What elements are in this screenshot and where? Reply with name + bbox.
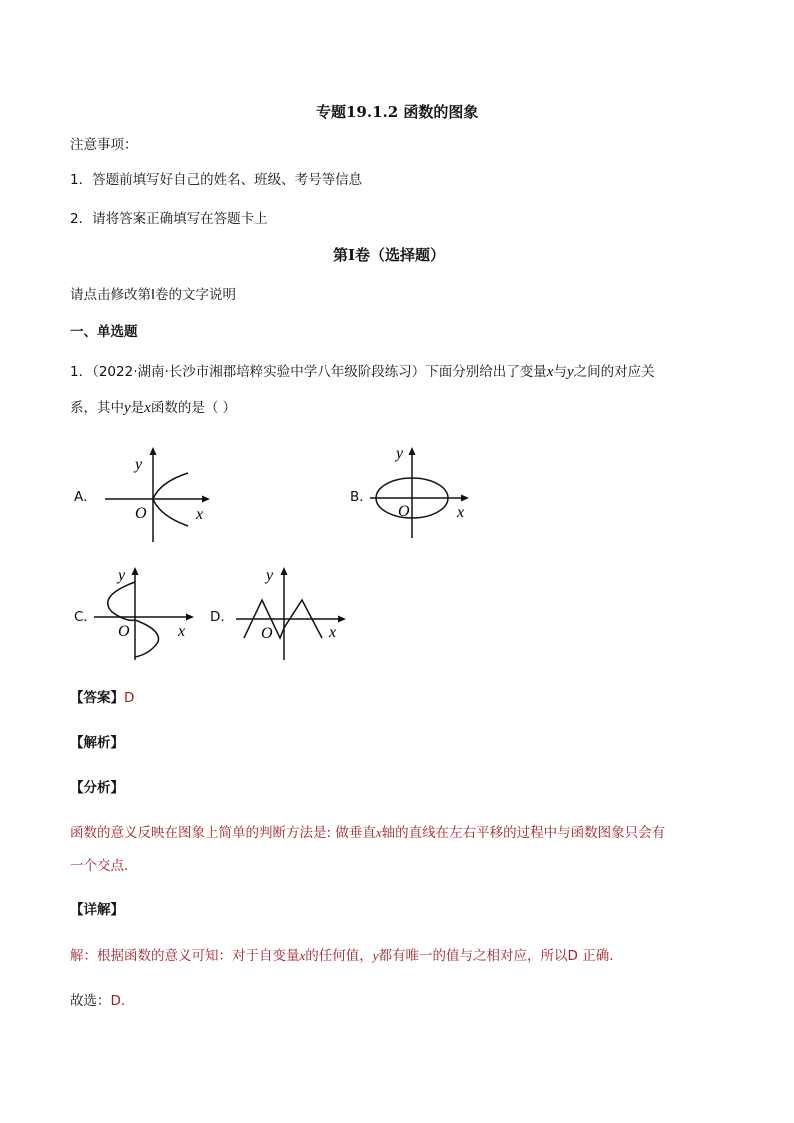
fenxi-text-1a: 函数的意义反映在图象上简单的判断方法是: 做垂直 — [70, 825, 376, 841]
option-d-origin-label: O — [261, 625, 273, 642]
question-line2-x: x — [144, 400, 151, 416]
question-line2-y: y — [124, 400, 131, 416]
answer-line — [70, 686, 134, 706]
question-line-1 — [70, 360, 655, 381]
detail-a: 解：根据函数的意义可知：对于自变量 — [70, 948, 300, 964]
option-c-x-label: x — [178, 623, 186, 640]
detail-x: x — [299, 948, 306, 963]
notice-item-2: 2．请将答案正确填写在答题卡上 — [70, 211, 268, 227]
option-b-origin-label: O — [398, 503, 410, 520]
fenxi-x: x — [375, 825, 382, 840]
option-d-graph — [232, 560, 352, 665]
answer-value: D — [124, 690, 135, 706]
option-b-label: B． — [350, 489, 373, 505]
option-b-graph — [365, 438, 480, 543]
option-d-y-label: y — [266, 567, 274, 584]
question-line-2 — [70, 396, 236, 417]
question-line2-mid: 是 — [130, 400, 145, 416]
question-line2-suffix: 函数的是（ ） — [150, 400, 237, 416]
notice-item-1: 1．答题前填写好自己的姓名、班级、考号等信息 — [70, 172, 363, 188]
option-a-origin-label: O — [135, 505, 147, 522]
analysis-label: 【解析】 — [70, 735, 124, 751]
question-line2-prefix: 系，其中 — [70, 400, 124, 416]
option-c-origin-label: O — [118, 623, 130, 640]
question-line1-suffix: 之间的对应关 — [573, 364, 655, 380]
question-line1-prefix: 1．（2022·湖南·长沙市湘郡培粹实验中学八年级阶段练习）下面分别给出了变量 — [70, 364, 547, 380]
answer-label: 【答案】 — [70, 690, 124, 706]
question-mid: 与 — [553, 364, 567, 380]
fenxi-label: 【分析】 — [70, 780, 124, 796]
option-a-label: A． — [74, 489, 97, 505]
detail-b: 的任何值， — [305, 948, 373, 964]
conclusion-line — [70, 989, 134, 1009]
notice-heading: 注意事项： — [70, 137, 138, 153]
option-a-x-label: x — [196, 506, 204, 523]
part-heading: 一、单选题 — [70, 324, 138, 340]
option-c-y-label: y — [118, 567, 126, 584]
fenxi-line-1 — [70, 821, 665, 841]
section-description: 请点击修改第I卷的文字说明 — [70, 287, 236, 303]
conclusion-label: 故选： — [70, 993, 111, 1009]
detail-y: y — [372, 948, 379, 963]
option-a-y-label: y — [135, 456, 143, 473]
page-title: 专题19.1.2 函数的图象 — [316, 103, 479, 121]
question-var-x: x — [546, 364, 554, 380]
detail-c: 都有唯一的值与之相对应，所以D 正确． — [378, 948, 623, 964]
option-c-label: C． — [74, 609, 97, 625]
fenxi-line-2: 一个交点． — [70, 858, 138, 874]
fenxi-text-1b: 轴的直线在左右平移的过程中与函数图象只会有 — [381, 825, 666, 841]
option-b-y-label: y — [396, 445, 404, 462]
option-c-graph — [90, 560, 205, 665]
question-var-y: y — [566, 364, 574, 380]
option-d-x-label: x — [329, 624, 337, 641]
section-title: 第I卷（选择题） — [333, 246, 446, 264]
option-b-x-label: x — [457, 504, 465, 521]
option-d-label: D． — [210, 609, 234, 625]
detail-label: 【详解】 — [70, 902, 124, 918]
detail-line — [70, 944, 623, 964]
conclusion-value: D． — [110, 993, 135, 1009]
option-a-graph — [100, 440, 220, 545]
